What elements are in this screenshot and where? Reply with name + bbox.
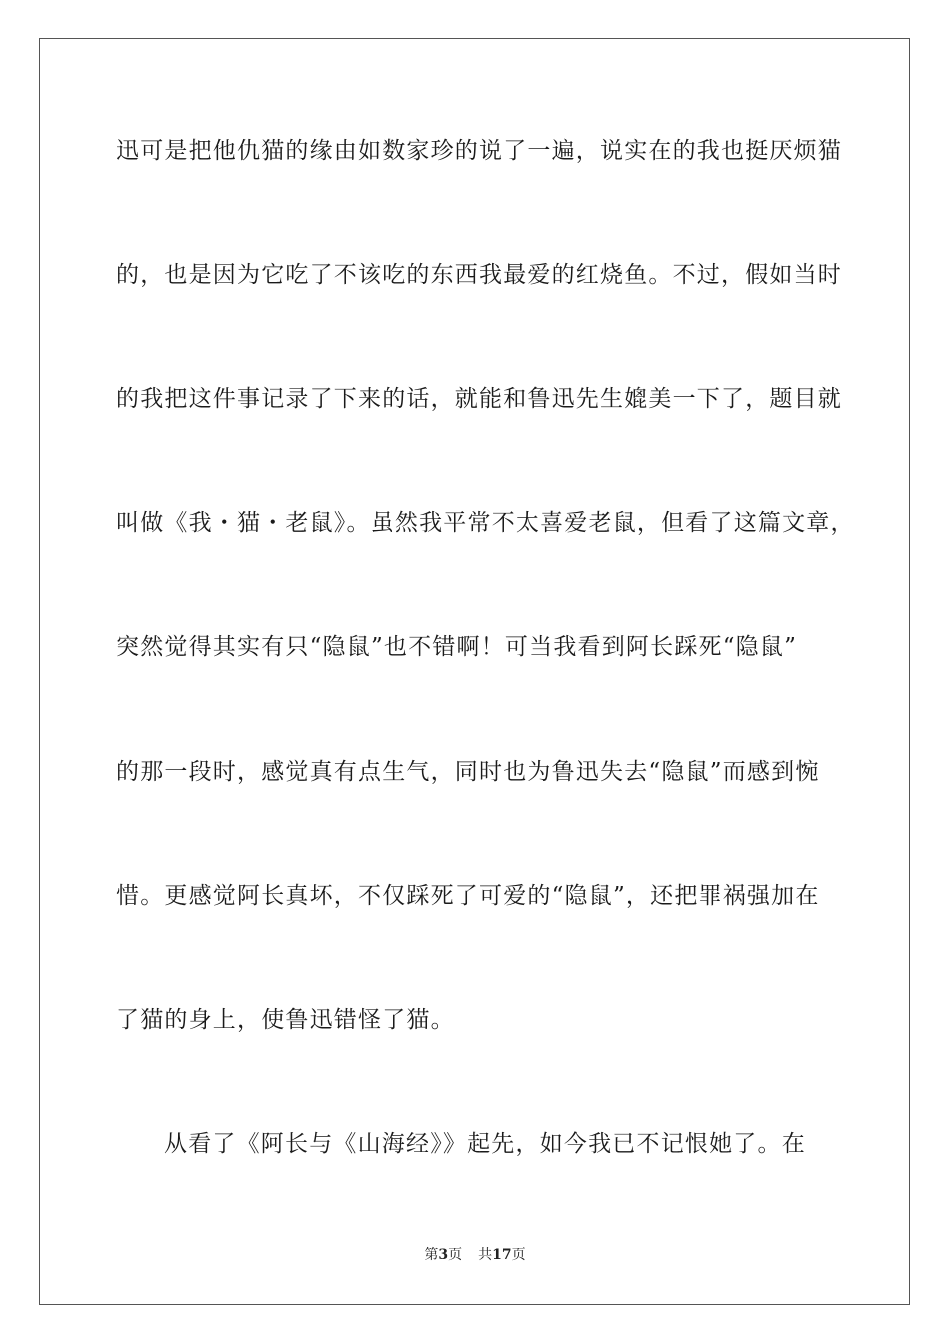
total-prefix: 共: [478, 1247, 493, 1263]
body-text-line-1: 迅可是把他仇猫的缘由如数家珍的说了一遍，说实在的我也挺厌烦猫: [116, 138, 842, 164]
paragraph-start-line: 从看了《阿长与《山海经》》起先，如今我已不记恨她了。在: [164, 1131, 806, 1157]
body-text-line-8: 了猫的身上，使鲁迅错怪了猫。: [116, 1007, 455, 1033]
body-text-line-4: 叫做《我・猫・老鼠》。虽然我平常不太喜爱老鼠，但看了这篇文章，: [116, 510, 855, 536]
page-border: [39, 38, 910, 1305]
page-total: 17: [492, 1247, 512, 1263]
body-text-line-2: 的，也是因为它吃了不该吃的东西我最爱的红烧鱼。不过，假如当时: [116, 262, 842, 288]
body-text-line-7: 惜。更感觉阿长真坏，不仅踩死了可爱的“隐鼠”，还把罪祸强加在: [116, 883, 820, 909]
body-text-line-6: 的那一段时，感觉真有点生气，同时也为鲁迅失去“隐鼠”而感到惋: [116, 759, 820, 785]
body-text-line-3: 的我把这件事记录了下来的话，就能和鲁迅先生媲美一下了，题目就: [116, 386, 842, 412]
total-suffix: 页: [511, 1247, 526, 1263]
page-prefix: 第: [424, 1247, 439, 1263]
page-footer: [0, 1246, 950, 1264]
page-number: 3: [438, 1247, 449, 1263]
body-text-line-5: 突然觉得其实有只“隐鼠”也不错啊！可当我看到阿长踩死“隐鼠”: [116, 634, 798, 660]
page-suffix: 页: [448, 1247, 463, 1263]
